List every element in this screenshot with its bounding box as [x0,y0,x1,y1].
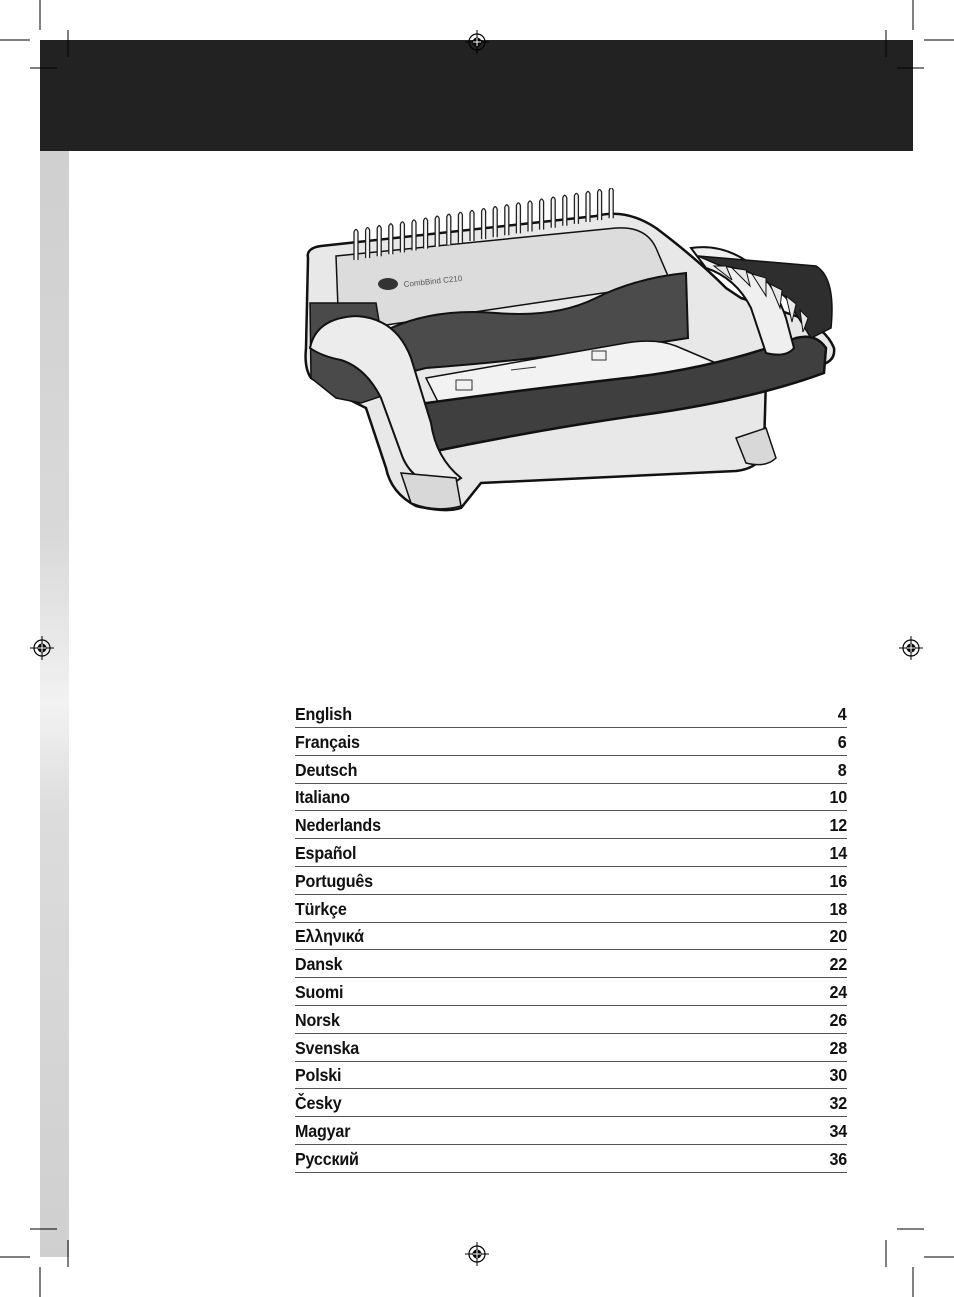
registration-mark-bottom [465,1242,489,1266]
toc-page-number: 8 [838,759,847,780]
comb-tooth [354,230,358,261]
comb-binder-illustration [296,188,842,518]
toc-row [295,840,847,867]
toc-language: Česky [295,1093,342,1114]
comb-tooth [586,192,590,223]
toc-page-number: 4 [838,704,847,724]
toc-row [295,979,847,1006]
toc-page-number: 6 [838,731,847,752]
device-label: CombBind C210 [403,273,463,289]
toc-row [295,784,847,811]
toc-page-number: 28 [829,1037,847,1058]
toc-language: Dansk [295,954,343,975]
toc-language: Español [295,842,357,863]
toc-row [295,896,847,923]
toc-row [295,701,847,728]
toc-language: Suomi [295,981,344,1002]
comb-tooth [470,211,474,242]
comb-tooth [400,222,404,253]
comb-tooth [435,216,439,247]
toc-page-number: 24 [829,981,847,1002]
toc-language: Svenska [295,1037,360,1058]
toc-language: Türkçe [295,898,347,919]
language-table-of-contents [295,701,847,1174]
toc-row [295,1035,847,1062]
comb-tooth [551,197,555,228]
comb-tooth [598,190,602,221]
comb-tooth [482,209,486,240]
comb-tooth [412,220,416,251]
toc-page-number: 34 [829,1120,847,1141]
comb-tooth [366,228,370,259]
toc-page-number: 16 [829,870,847,891]
toc-row [295,1146,847,1173]
toc-language: Ελληνικά [295,926,364,947]
comb-tooth [377,226,381,257]
toc-page-number: 12 [829,815,847,836]
toc-language: Polski [295,1065,342,1086]
toc-language: Italiano [295,787,350,808]
toc-row [295,812,847,839]
toc-language: Français [295,731,360,752]
toc-row [295,1007,847,1034]
toc-language: Nederlands [295,815,381,836]
registration-mark-top [465,30,489,54]
toc-language: Português [295,870,373,891]
toc-page-number: 26 [829,1009,847,1030]
toc-language: Русский [295,1148,359,1169]
toc-page-number: 36 [829,1148,847,1169]
registration-mark-left [30,636,54,660]
toc-row [295,951,847,978]
toc-row [295,757,847,784]
comb-tooth [609,188,613,218]
comb-tooth [574,193,578,224]
toc-row [295,923,847,950]
toc-language: Deutsch [295,759,358,780]
comb-tooth [505,205,509,236]
toc-row [295,729,847,756]
registration-mark-right [899,636,923,660]
toc-page-number: 10 [829,787,847,808]
toc-page-number: 32 [829,1093,847,1114]
comb-tooth [424,218,428,249]
comb-tooth [493,207,497,238]
comb-tooth [540,199,544,230]
comb-tooth [528,201,532,232]
toc-language: Norsk [295,1009,340,1030]
toc-language: English [295,704,352,724]
toc-language: Magyar [295,1120,351,1141]
comb-tooth [458,212,462,243]
comb-tooth [516,203,520,234]
toc-page-number: 18 [829,898,847,919]
toc-row [295,868,847,895]
toc-page-number: 30 [829,1065,847,1086]
comb-tooth [447,214,451,245]
toc-row [295,1090,847,1117]
toc-row [295,1062,847,1089]
toc-row [295,1118,847,1145]
comb-tooth [563,195,567,226]
toc-page-number: 20 [829,926,847,947]
toc-page-number: 22 [829,954,847,975]
comb-tooth [389,224,393,255]
toc-page-number: 14 [829,842,847,863]
